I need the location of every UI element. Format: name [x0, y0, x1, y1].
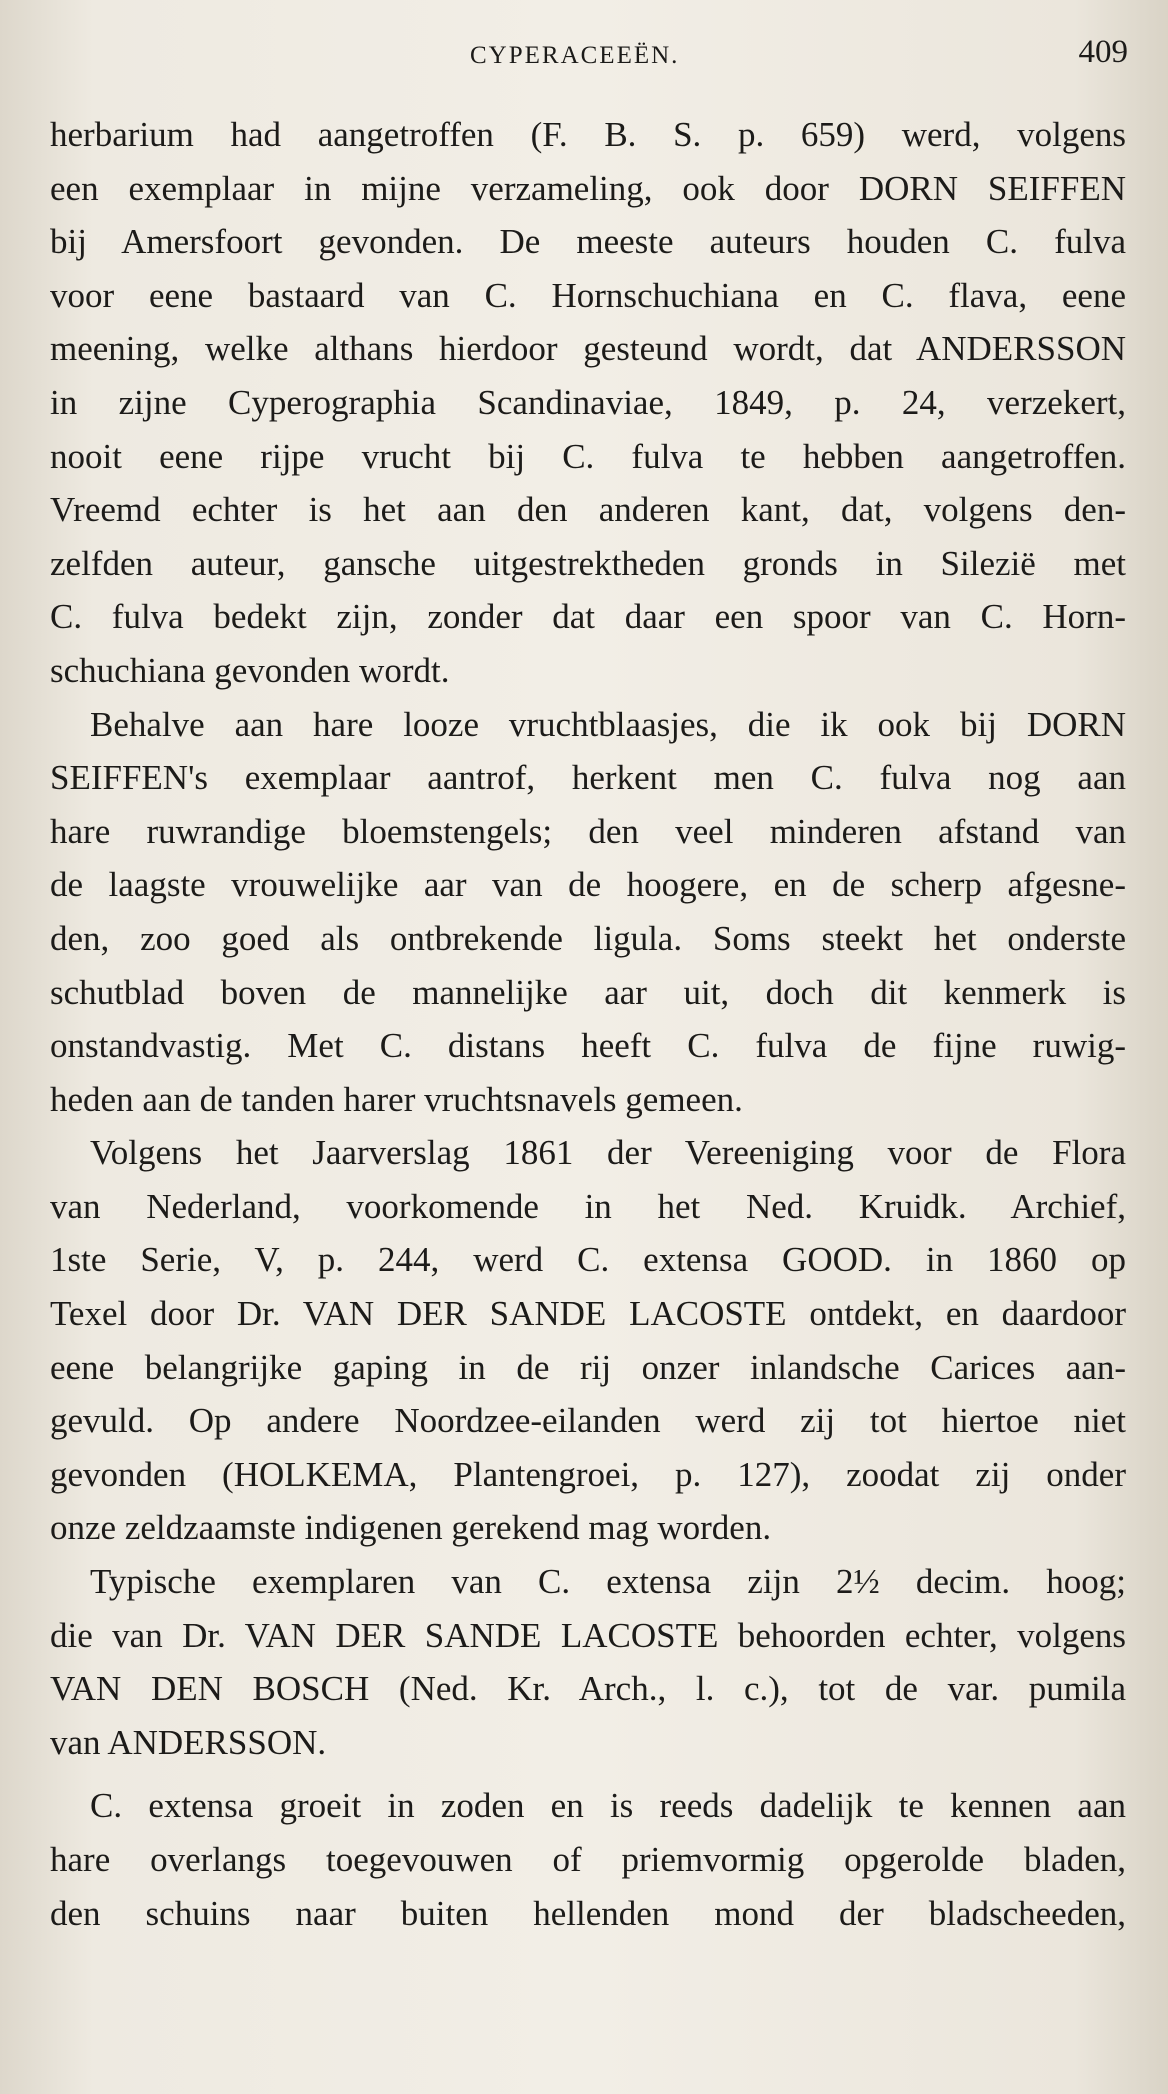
text-line: C. fulva bedekt zijn, zonder dat daar een spoor van C. Horn-: [50, 597, 1126, 637]
paragraph: [50, 1555, 1126, 1769]
text-line: voor eene bastaard van C. Hornschuchiana en C. flava, eene: [50, 275, 1126, 315]
text-line: heden aan de tanden harer vruchtsnavels gemeen.: [50, 1079, 743, 1119]
text-line: in zijne Cyperographia Scandinaviae, 1849, p. 24, verzekert,: [50, 382, 1126, 422]
text-line: den, zoo goed als ontbrekende ligula. Soms steekt het onderste: [50, 918, 1126, 958]
text-line: een exemplaar in mijne verzameling, ook door DORN SEIFFEN: [50, 168, 1126, 208]
text-line: van Nederland, voorkomende in het Ned. Kruidk. Archief,: [50, 1186, 1126, 1226]
text-line: Texel door Dr. VAN DER SANDE LACOSTE ontdekt, en daardoor: [50, 1294, 1126, 1334]
running-head: [0, 34, 1168, 82]
page-number: 409: [1078, 34, 1128, 70]
text-line: Behalve aan hare looze vruchtblaasjes, die ik ook bij DORN: [90, 704, 1126, 744]
text-line: 1ste Serie, V, p. 244, werd C. extensa GOOD. in 1860 op: [50, 1240, 1126, 1280]
text-line: hare overlangs toegevouwen of priemvormig opgerolde bladen,: [50, 1840, 1126, 1879]
text-line: Typische exemplaren van C. extensa zijn 2½ decim. hoog;: [90, 1562, 1126, 1602]
body-text: [50, 108, 1126, 1940]
text-line: de laagste vrouwelijke aar van de hoogere, en de scherp afgesne-: [50, 865, 1126, 905]
text-line: C. extensa groeit in zoden en is reeds dadelijk te kennen aan: [90, 1786, 1126, 1826]
paragraph: [50, 1126, 1126, 1555]
text-line: onze zeldzaamste indigenen gerekend mag worden.: [50, 1508, 772, 1548]
text-line: schuchiana gevonden wordt.: [50, 650, 450, 690]
text-line: gevonden (HOLKEMA, Plantengroei, p. 127), zoodat zij onder: [50, 1454, 1126, 1494]
text-line: meening, welke althans hierdoor gesteund wordt, dat ANDERSSON: [50, 329, 1126, 369]
text-line: eene belangrijke gaping in de rij onzer inlandsche Carices aan-: [50, 1347, 1126, 1387]
text-line: VAN DEN BOSCH (Ned. Kr. Arch., l. c.), tot de var. pumila: [50, 1669, 1126, 1709]
paragraph: [50, 1779, 1126, 1940]
paragraph: [50, 108, 1126, 698]
text-line: onstandvastig. Met C. distans heeft C. fulva de fijne ruwig-: [50, 1026, 1126, 1066]
text-line: zelfden auteur, gansche uitgestrektheden gronds in Silezië met: [50, 543, 1126, 583]
text-line: SEIFFEN's exemplaar aantrof, herkent men C. fulva nog aan: [50, 758, 1126, 798]
text-line: van ANDERSSON.: [50, 1722, 327, 1762]
text-line: herbarium had aangetroffen (F. B. S. p. 659) werd, volgens: [50, 115, 1126, 154]
text-line: die van Dr. VAN DER SANDE LACOSTE behoorden echter, volgens: [50, 1615, 1126, 1655]
text-line: Vreemd echter is het aan den anderen kant, dat, volgens den-: [50, 490, 1126, 530]
text-line: nooit eene rijpe vrucht bij C. fulva te hebben aangetroffen.: [50, 436, 1126, 476]
text-line: bij Amersfoort gevonden. De meeste auteurs houden C. fulva: [50, 222, 1126, 262]
paragraph: [50, 698, 1126, 1127]
text-line: Volgens het Jaarverslag 1861 der Vereeniging voor de Flora: [90, 1133, 1126, 1173]
section-title: CYPERACEEËN.: [470, 42, 680, 69]
text-line: den schuins naar buiten hellenden mond der bladscheeden,: [50, 1893, 1126, 1933]
text-line: gevuld. Op andere Noordzee-eilanden werd zij tot hiertoe niet: [50, 1401, 1126, 1441]
text-line: hare ruwrandige bloemstengels; den veel minderen afstand van: [50, 811, 1126, 851]
text-line: schutblad boven de mannelijke aar uit, doch dit kenmerk is: [50, 972, 1126, 1012]
